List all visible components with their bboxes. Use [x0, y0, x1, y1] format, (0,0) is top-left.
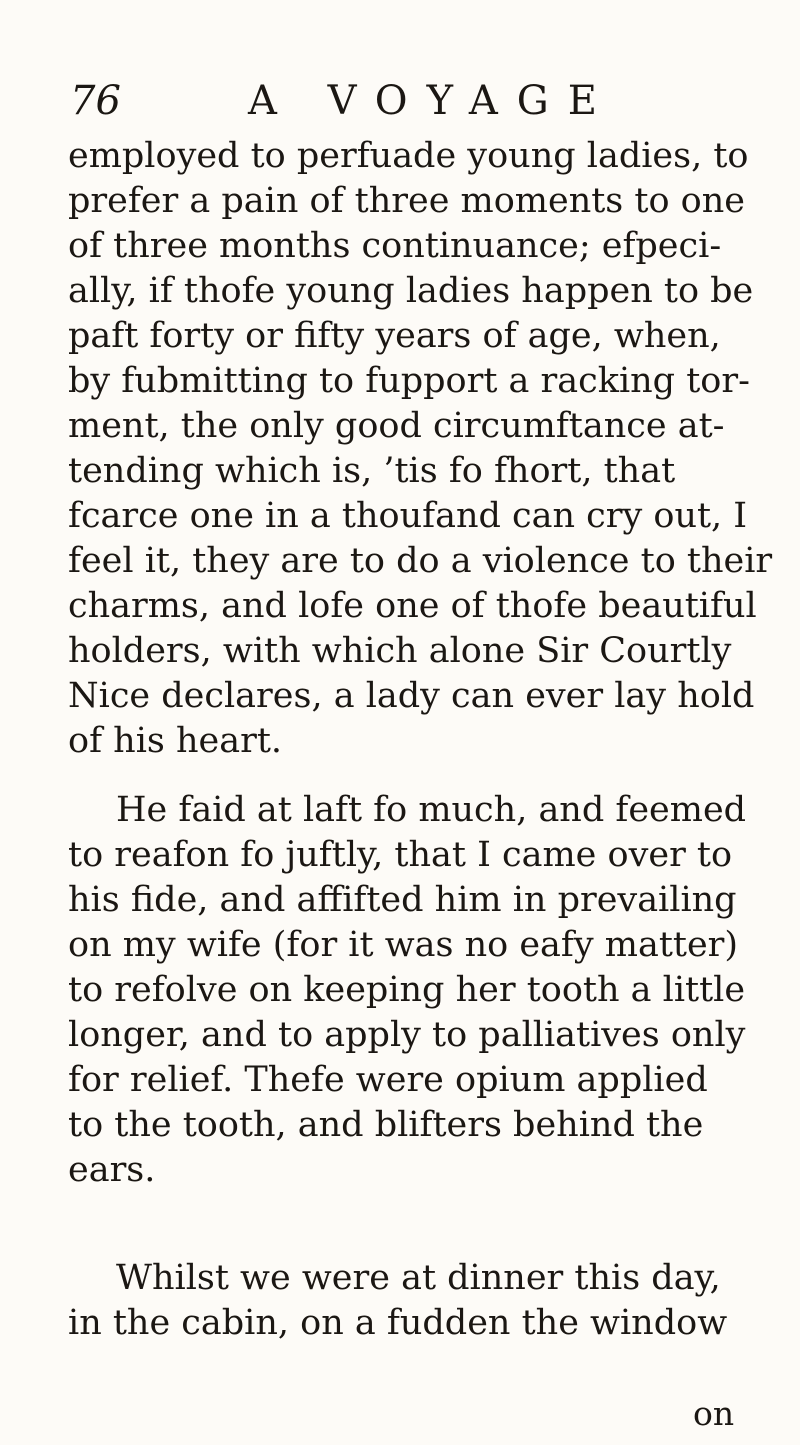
- text-line: ment, the only good circumftance at-: [68, 406, 725, 446]
- text-line: in the cabin, on a fudden the window: [68, 1303, 728, 1343]
- text-line: of his heart.: [68, 721, 283, 761]
- text-line: for relief. Thefe were opium applied: [68, 1060, 708, 1100]
- text-line: feel it, they are to do a violence to their: [68, 541, 773, 581]
- text-line: ears.: [68, 1150, 156, 1190]
- page-number: 76: [70, 78, 121, 124]
- text-line: of three months continuance; efpeci-: [68, 226, 722, 266]
- page-header: [70, 76, 730, 126]
- text-line: to the tooth, and blifters behind the: [68, 1105, 704, 1145]
- text-line: employed to perfuade young ladies, to: [68, 136, 749, 176]
- text-line: his fide, and affifted him in prevailing: [68, 880, 737, 920]
- text-line: longer, and to apply to palliatives only: [68, 1015, 746, 1055]
- text-line: holders, with which alone Sir Courtly: [68, 631, 732, 671]
- text-line: fcarce one in a thoufand can cry out, I: [68, 496, 748, 536]
- text-line: Nice declares, a lady can ever lay hold: [68, 676, 755, 716]
- text-line: ally, if thofe young ladies happen to be: [68, 271, 754, 311]
- paragraph-start: He faid at laft fo much, and feemed: [116, 790, 747, 830]
- text-line: to refolve on keeping her tooth a little: [68, 970, 746, 1010]
- running-title: A VOYAGE: [248, 78, 616, 124]
- text-line: tending which is, ’tis fo fhort, that: [68, 451, 676, 491]
- text-line: charms, and lofe one of thofe beautiful: [68, 586, 757, 626]
- text-line: on my wife (for it was no eafy matter): [68, 925, 739, 965]
- paragraph-start: Whilst we were at dinner this day,: [116, 1258, 721, 1298]
- catchword: on: [693, 1394, 735, 1433]
- text-line: to reafon fo juftly, that I came over to: [68, 835, 733, 875]
- text-line: paft forty or fifty years of age, when,: [68, 316, 721, 356]
- text-line: by fubmitting to fupport a racking tor-: [68, 361, 750, 401]
- text-line: prefer a pain of three moments to one: [68, 181, 745, 221]
